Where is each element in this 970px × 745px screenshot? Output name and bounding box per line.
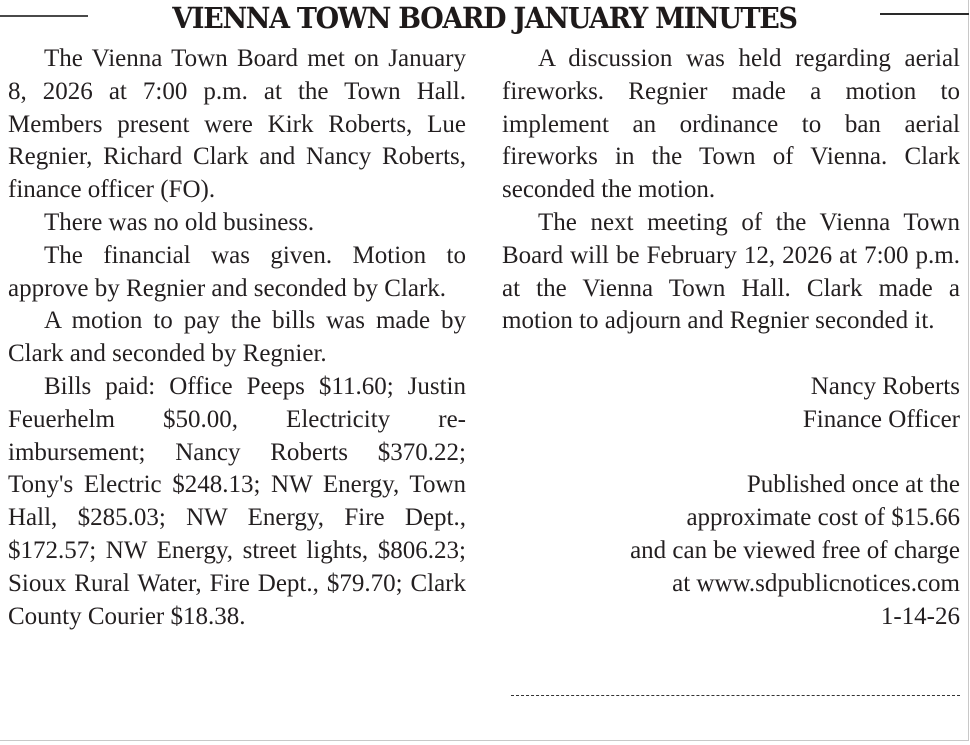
closing-rule bbox=[511, 695, 960, 696]
publication-date: 1-14-26 bbox=[880, 602, 960, 630]
right-column bbox=[502, 43, 960, 633]
bills-motion-paragraph: A motion to pay the bills was made by Clark and seconded by Regnier. bbox=[8, 307, 466, 368]
notice-header bbox=[0, 0, 969, 36]
left-column bbox=[8, 43, 466, 633]
publication-line-4: at www.sdpublicnotices.com bbox=[672, 569, 960, 597]
publication-line-3: and can be viewed free of charge bbox=[630, 536, 960, 564]
publication-line-2: approximate cost of $15.66 bbox=[686, 504, 960, 532]
signature-title: Finance Officer bbox=[802, 405, 960, 433]
publication-line-1: Published once at the bbox=[746, 471, 960, 499]
bills-paid-paragraph: Bills paid: Office Peeps $11.60; Justin Feuerhelm $50.00, Electricity reimbursement; Nancy Roberts $370.22; Tony's Electric $248.13; NW Energy, Town Hall, $285.03; NW Energy, Fire Dept., $172.57; NW Energy, street lights, $806.23; Sioux Rural Water, Fire Dept., $79.70; Clark County Courier $18.38. bbox=[8, 372, 466, 630]
old-business-paragraph: There was no old business. bbox=[44, 208, 315, 236]
notice-title: VIENNA TOWN BOARD JANUARY MINUTES bbox=[172, 1, 797, 35]
signature-name: Nancy Roberts bbox=[810, 372, 960, 400]
meeting-paragraph: The Vienna Town Board met on January 8, 2026 at 7:00 p.m. at the Town Hall. Members present were Kirk Roberts, Lue Regnier, Richard Clark and Nancy Roberts, finance officer (FO). bbox=[8, 45, 466, 204]
financial-paragraph: The financial was given. Motion to approve by Regnier and seconded by Clark. bbox=[8, 241, 466, 302]
fireworks-paragraph: A discussion was held regarding aerial fireworks. Regnier made a motion to implement an ordinance to ban aerial fireworks in the Town of Vienna. Clark seconded the motion. bbox=[502, 45, 960, 204]
header-rule-right bbox=[880, 13, 969, 15]
header-rule-left bbox=[0, 15, 88, 17]
next-meeting-paragraph: The next meeting of the Vienna Town Board will be February 12, 2026 at 7:00 p.m. at the Vienna Town Hall. Clark made a motion to adjourn and Regnier seconded it. bbox=[502, 208, 960, 335]
